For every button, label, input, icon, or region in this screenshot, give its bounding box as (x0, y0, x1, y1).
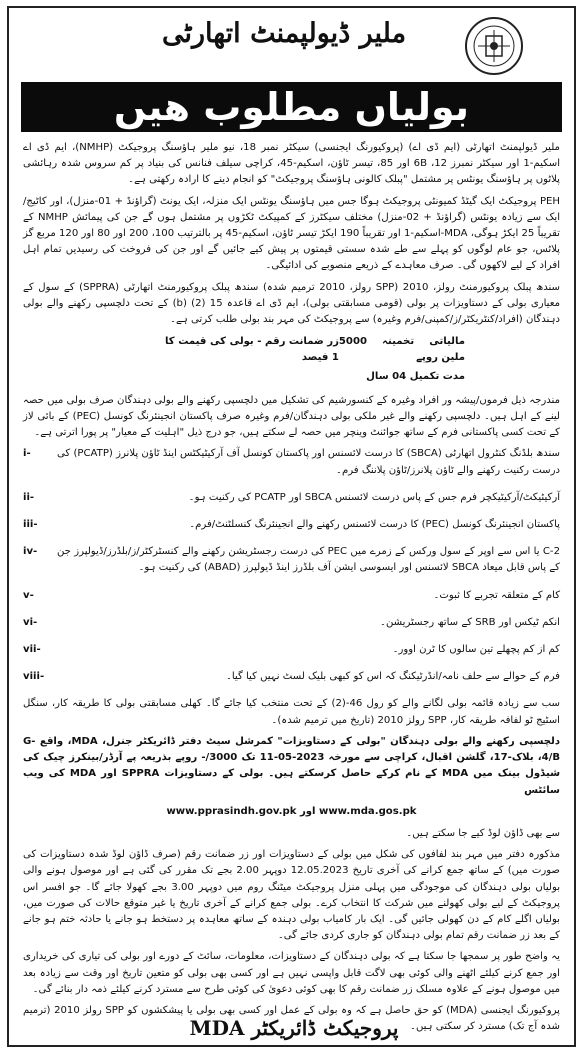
list-item: آرکیٹیکٹ/آرکیٹیکچر فرم جس کے پاس درست لائسنس SBCA اور PCATP کی رکنیت ہو۔ ii- (23, 491, 560, 503)
paragraph-submission: مذکورہ دفتر میں مہر بند لفافوں کی شکل میں بولی کے دستاویزات اور زر ضمانت رقم (صرف ڈاؤن لوڈ شدہ دستاویزات کی صورت میں) کے ساتھ جمع کرانے کی آخری تاریخ 12.05.2023 دوپہر 2.00 بجے تک مقرر کی گئی ہے اور موصول ہونے والی بولیاں بولی دہندگان کی موجودگی میں پہلی منزل پروجیکٹ میٹنگ روم میں دوپہر 3.00 بجے کھولا جائے گا۔ جو افسر اس پروجیکٹ کے لیے بولی کھولنے میں شرکت کا انتخاب کرے۔ بولی جمع کرانے کے آخری تاریخ یا غیر متوقع حالات کی صورت میں، بولیاں اگلے کام کے دن کھولی جائیں گی۔ ایک بار کامیاب بولی دہندہ کے ساتھ معاہدہ پر دستخط ہو جانے یا حادثہ ختم ہو جانے کے بعد زر ضمانت رقم تمام بولی دہندگان کو جاری کردی جائے گی۔ (23, 849, 561, 942)
websites: www.pprasindh.gov.pk اور www.mda.gos.pk (166, 805, 417, 817)
estimated-cost: مالیاتی تخمینہ 5000 ملین روپے (338, 336, 465, 364)
org-title: ملیر ڈیولپمنٹ اتھارٹی (161, 18, 407, 49)
paragraph-project: PEH پروجیکٹ ایک گیٹڈ کمیونٹی پروجیکٹ ہوگا جس میں ہاؤسنگ یونٹس ایک منزلہ، ایک یونٹ (گراؤنڈ + 01-منزل)، اور کاٹیج/ایک سے زیادہ یونٹس (گراؤنڈ + 02-منزل) مختلف سیکٹرز کے کمپیکٹ ٹکڑوں پر مشتمل ہوں گے جن کی پیمائش NMHP کے تقریباً 25 ایکڑ ہوگی، MDA-اسکیم-1 اور تقریباً 190 ایکڑ تیسر ٹاؤن، اسکیم-45 پر بالترتیب 100، 200 اور 80 اور 120 مربع گز پلاٹس، جو عام لوگوں کو پہلے سے طے شدہ سستی قیمتوں پر پیش کیے جائیں گے اور جن کی فروخت کی رسیدیں تمام اہل افراد کے لیے لاکھوں گی۔ صرف معاہدے کے ذریعے منصوبے کی ادائیگی۔ (23, 195, 561, 272)
cost-row (165, 334, 465, 366)
paragraph-documents: دلچسپی رکھنے والے بولی دہندگان "بولی کے دستاویزات" کمرشل سیٹ دفتر ڈائریکٹر جنرل، MDA، واقع G-4/B، بلاک-17، گلشن اقبال، کراچی سے مورخہ 2023-05-11 تک 3000/- روپے بذریعہ پے آرڈر/بینکرز چیک کی شیڈول بینک میں MDA کے نام کرکے حاصل کرسکتے ہیں۔ بولی کے دستاویزات SPPRA اور MDA کی ویب سائٹس (23, 735, 561, 796)
header (9, 8, 574, 80)
paragraph-eligibility: مندرجہ ذیل فرموں/پیشہ ور افراد وغیرہ کے کنسورشیم کی تشکیل میں دلچسپی رکھنے والے بولی دہندگان صرف بولی میں حصہ لینے کے اہل ہیں۔ دلچسپی رکھنے والے غیر ملکی بولی دہندگان/فرم وغیرہ صرف پاکستان انجینئرنگ کونسل (PEC) کے بائی لاز کے تحت کسی پاکستانی فرم کے ساتھ جوائنٹ وینچر میں حصہ لے سکتے ہیں، جو درج ذیل "اہلیت کے معیار" پر پورا اترتی ہے۔ (23, 394, 560, 439)
criteria-list (23, 446, 560, 685)
wanted-banner: بولیاں مطلوب ھیں (21, 82, 562, 132)
bid-security: زر ضمانت رقم - بولی کی قیمت کا 1 فیصد (165, 336, 339, 364)
list-item: انکم ٹیکس اور SRB کے ساتھ رجسٹریشن۔ vi- (23, 616, 560, 628)
list-item: سندھ بلڈنگ کنٹرول اتھارٹی (SBCA) کا درست لائسنس اور پاکستان کونسل آف آرکیٹیکٹس اینڈ ٹاؤن پلانرز (PCATP) کی درست رکنیت رکھنے والے ٹاؤن پلانرز/ٹاؤن پلاننگ فرم۔ i- (23, 448, 560, 476)
list-item: فرم کے حوالے سے حلف نامہ/انڈرٹیکنگ کہ اس کو کبھی بلیک لسٹ نہیں کیا گیا۔ viii- (23, 671, 560, 683)
notice-body (23, 140, 560, 1040)
advertisement-page (7, 6, 576, 1047)
paragraph-costs: یہ واضح طور پر سمجھا جا سکتا ہے کہ بولی دہندگان کے دستاویزات، معلومات، سائٹ کے دورے اور بولی کی تیاری کی خریداری اور جمع کرنے کیلئے اٹھنے والی کوئی بھی لاگت قابل واپسی نہیں ہے اور کسی بھی بولی کو متعین تاریخ اور وقت سے زیادہ بعد میں موصول ہونے کے علاوہ مسلک زر ضمانت رقم کا بھی کوئی دعویٰ کی کوئی طرح سے مسترد کرنے کیلئے ذمہ دار بنائے گی۔ (23, 951, 560, 995)
list-item: کم از کم پچھلے تین سالوں کا ٹرن اوور۔ vii- (23, 644, 560, 656)
paragraph-rules: سندھ پبلک پروکیورمنٹ رولز، 2010 (SPP رولز، 2010 ترمیم شدہ) سندھ پبلک پروکیورمنٹ اتھارٹی (SPPRA) کے سول کے معیاری بولی کے دستاویزات پر بولی (قومی مسابقتی بولی)، ایم ڈی اے قاعدہ 15 (2) (b) کے تحت دلچسپی رکھنے والے بولی دہندگان (افراد/کنٹریکٹر/ز/کمپنی/فرم وغیرہ) سے پروجیکٹ کی مہر بند بولی طلب کرتی ہے۔ (23, 281, 560, 326)
list-item: کام کے متعلقہ تجربے کا ثبوت۔ v- (23, 589, 560, 601)
list-item: پاکستان انجینئرنگ کونسل (PEC) کا درست لائسنس رکھنے والے انجینئرنگ کنسلٹنٹ/فرم۔ iii- (23, 519, 560, 531)
completion-period: مدت تکمیل 04 سال (366, 370, 465, 382)
paragraph-selection: سب سے زیادہ قائمہ بولی لگانے والے کو رول 46-(2) کے تحت منتخب کیا جائے گا۔ کھلی مسابقتی بولی کا طریقہ کار، سنگل اسٹیج ٹو لفافہ طریقہ کار، SPP رولز 2010 (تاریخ میں ترمیم شدہ)۔ (23, 698, 560, 726)
project-director-signature: پروجیکٹ ڈائریکٹر MDA (189, 1016, 399, 1040)
list-item: C-2 یا اس سے اوپر کے سول ورکس کے زمرے میں PEC کی درست رجسٹریشن رکھنے والے کنسٹرکٹر/ز/بلڈرز/ڈیولپرز جن کے پاس قابل میعاد SBCA لائسنس اور ایسوسی ایشن آف بلڈرز اینڈ ڈیولپرز (ABAD) کی رکنیت ہو۔ iv- (23, 546, 560, 574)
paragraph-intro: ملیر ڈیولپمنٹ اتھارٹی (ایم ڈی اے) (پروکیورنگ ایجنسی) سیکٹر نمبر 18، نیو ملیر ہاؤسنگ پروجیکٹ (NMHP)، ایم ڈی اے اسکیم-1 اور سیکٹر نمبرز 12، 6B اور 85، تیسر ٹاؤن، اسکیم-45، کراچی سیلف فنانس کی بنیاد پر کم سروس شدہ رہائشی پلاٹوں پر ہاؤسنگ یونٹس پر مشتمل "پبلک کالونی ہاؤسنگ پروجیکٹ" کو انجام دینے کا ارادہ رکھتی ہے۔ (23, 142, 561, 186)
mda-logo-icon (464, 16, 524, 76)
paragraph-rights: پروکیورنگ ایجنسی (MDA) کو حق حاصل ہے کہ وہ بولی کے عمل اور کسی بھی بولی یا پیشکشوں کو SPP رولز 2010 (ترمیم شدہ آج تک) مسترد کر سکتی ہیں۔ (23, 1004, 560, 1033)
paragraph-download: سے بھی ڈاؤن لوڈ کیے جا سکتے ہیں۔ (406, 827, 560, 839)
